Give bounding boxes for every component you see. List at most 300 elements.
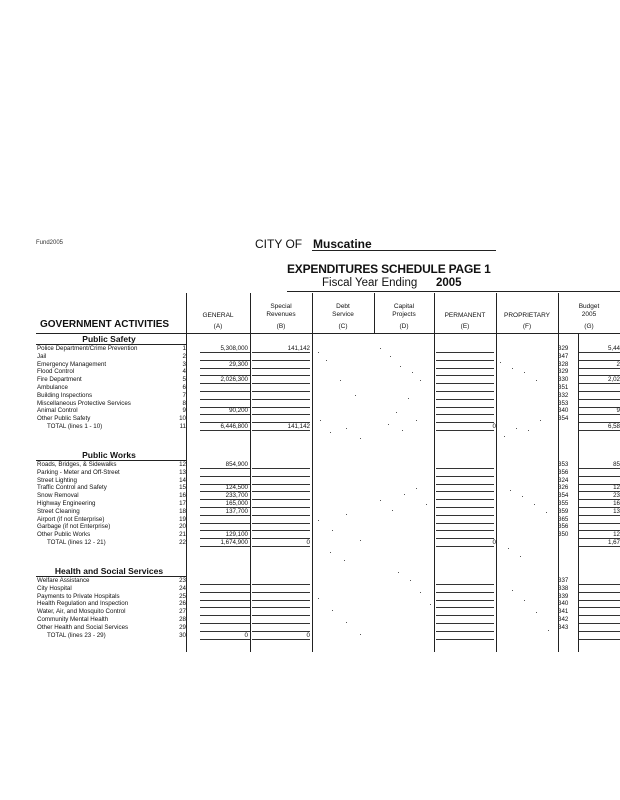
table-vertical-rule [434, 334, 435, 652]
permanent-cell-rule [436, 507, 494, 508]
budget-code: 337 [558, 577, 569, 584]
line-number: 12 [179, 461, 186, 468]
scan-speck [546, 512, 547, 513]
scan-speck [402, 430, 403, 431]
budget-code: 354 [558, 492, 569, 500]
budget-cell-rule [578, 584, 620, 585]
scan-speck [330, 552, 331, 553]
special-cell-rule [252, 407, 310, 408]
budget-cell-rule [578, 399, 620, 400]
row-label: Street Lighting [37, 476, 77, 484]
row-label: Welfare Assistance [37, 577, 90, 584]
scan-speck [346, 428, 347, 429]
scan-speck [520, 556, 521, 557]
table-vertical-rule [558, 334, 559, 652]
column-header-label: Budget 2005 [578, 303, 600, 318]
special-cell-rule [252, 623, 310, 624]
form-id: Fund2005 [36, 240, 64, 246]
permanent-cell-rule [436, 546, 494, 547]
budget-code: 332 [558, 391, 569, 399]
scan-speck [380, 500, 381, 501]
section-heading: Public Safety [82, 334, 136, 344]
row-label: Animal Control [37, 407, 78, 415]
fiscal-year-label: Fiscal Year Ending [322, 277, 418, 289]
permanent-cell-rule [436, 631, 494, 632]
budget-cell-rule [578, 639, 620, 640]
table-vertical-rule [186, 334, 187, 652]
scan-speck [540, 420, 541, 421]
special-value: 0 [306, 539, 310, 546]
budget-value: 5,44 [607, 345, 620, 352]
scan-speck [524, 372, 525, 373]
line-number: 16 [179, 492, 186, 500]
budget-cell-rule [578, 615, 620, 616]
general-cell-rule [200, 352, 250, 353]
scan-speck [420, 592, 421, 593]
permanent-cell-rule [436, 623, 494, 624]
row-label: Flood Control [37, 368, 75, 376]
special-cell-rule [252, 600, 310, 601]
permanent-cell-rule [436, 615, 494, 616]
special-value: 141,142 [287, 345, 310, 352]
general-cell-rule [200, 584, 250, 585]
special-cell-rule [252, 615, 310, 616]
budget-value: 2,02 [607, 376, 620, 384]
special-cell-rule [252, 592, 310, 593]
scan-speck [548, 630, 549, 631]
budget-cell-rule [578, 592, 620, 593]
permanent-cell-rule [436, 383, 494, 384]
general-cell-rule [200, 639, 250, 640]
general-value: 124,500 [225, 484, 248, 492]
budget-code: 326 [558, 484, 569, 492]
row-label: Miscellaneous Protective Services [37, 399, 131, 407]
permanent-cell-rule [436, 499, 494, 500]
row-label: Parking - Meter and Off-Street [37, 468, 120, 476]
row-label: Garbage (if not Enterprise) [37, 523, 111, 531]
line-number: 24 [179, 584, 186, 592]
row-label: Jail [37, 352, 47, 360]
scan-speck [512, 590, 513, 591]
budget-value: 6,58 [607, 423, 620, 430]
scan-speck [344, 560, 345, 561]
budget-code: 340 [558, 600, 569, 608]
permanent-cell-rule [436, 375, 494, 376]
budget-code: 356 [558, 523, 569, 531]
special-cell-rule [252, 607, 310, 608]
general-cell-rule [200, 468, 250, 469]
special-cell-rule [252, 546, 310, 547]
line-number: 17 [179, 500, 186, 507]
permanent-cell-rule [436, 368, 494, 369]
line-number: 23 [179, 577, 186, 584]
special-cell-rule [252, 507, 310, 508]
special-value: 141,142 [287, 423, 310, 430]
line-number: 18 [179, 507, 186, 515]
special-cell-rule [252, 499, 310, 500]
permanent-cell-rule [436, 584, 494, 585]
line-number: 8 [182, 399, 186, 407]
permanent-cell-rule [436, 515, 494, 516]
row-label: Airport (if not Enterprise) [37, 515, 105, 523]
general-cell-rule [200, 607, 250, 608]
line-number: 27 [179, 608, 186, 616]
general-value: 165,000 [225, 500, 248, 507]
budget-code: 338 [558, 584, 569, 592]
scan-speck [500, 362, 501, 363]
budget-value: 16 [613, 500, 620, 507]
scan-speck [332, 610, 333, 611]
budget-value: 23 [613, 492, 620, 500]
budget-code: 329 [558, 368, 569, 376]
budget-cell-rule [578, 523, 620, 524]
budget-cell-rule [578, 600, 620, 601]
column-header-letter: (D) [399, 323, 409, 330]
scan-speck [390, 356, 391, 357]
line-number: 2 [182, 352, 186, 360]
budget-cell-rule [578, 623, 620, 624]
scan-speck [360, 438, 361, 439]
column-header-label: PROPRIETARY [504, 312, 550, 319]
budget-cell-rule [578, 391, 620, 392]
permanent-value: 0 [492, 423, 496, 430]
line-number: 7 [182, 391, 186, 399]
row-label: Street Cleaning [37, 507, 80, 515]
budget-cell-rule [578, 430, 620, 431]
budget-cell-rule [578, 476, 620, 477]
scan-speck [346, 622, 347, 623]
scan-speck [404, 494, 405, 495]
scan-speck [512, 368, 513, 369]
permanent-cell-rule [436, 523, 494, 524]
table-vertical-rule [578, 334, 579, 652]
special-cell-rule [252, 515, 310, 516]
scan-speck [380, 348, 381, 349]
permanent-cell-rule [436, 476, 494, 477]
budget-code: 365 [558, 515, 569, 523]
permanent-cell-rule [436, 407, 494, 408]
scan-speck [318, 520, 319, 521]
budget-code: 340 [558, 407, 569, 415]
scan-speck [400, 366, 401, 367]
budget-cell-rule [578, 515, 620, 516]
row-label: Ambulance [37, 384, 68, 391]
special-cell-rule [252, 491, 310, 492]
general-cell-rule [200, 383, 250, 384]
general-cell-rule [200, 399, 250, 400]
budget-cell-rule [578, 607, 620, 608]
row-label: Other Public Safety [37, 415, 91, 423]
permanent-cell-rule [436, 430, 494, 431]
general-value: 5,308,000 [220, 345, 248, 352]
scan-speck [504, 436, 505, 437]
table-vertical-rule [496, 334, 497, 652]
row-label: Other Health and Social Services [37, 623, 129, 631]
general-cell-rule [200, 414, 250, 415]
scan-speck [330, 432, 331, 433]
budget-code: 359 [558, 507, 569, 515]
government-activities-title: GOVERNMENT ACTIVITIES [40, 319, 170, 330]
line-number: 13 [179, 468, 186, 476]
line-number: 20 [179, 523, 186, 531]
budget-value: 12 [613, 484, 620, 492]
permanent-cell-rule [436, 607, 494, 608]
permanent-cell-rule [436, 530, 494, 531]
scan-speck [430, 604, 431, 605]
column-header-label: PERMANENT [444, 312, 486, 319]
general-cell-rule [200, 623, 250, 624]
scan-speck [510, 490, 511, 491]
table-vertical-rule [250, 334, 251, 652]
column-header-letter: (B) [276, 323, 286, 330]
budget-code: 324 [558, 476, 569, 484]
scan-speck [508, 548, 509, 549]
city-name: Muscatine [313, 237, 372, 251]
general-cell-rule [200, 430, 250, 431]
scan-speck [426, 504, 427, 505]
city-underline [312, 250, 496, 251]
budget-value: 12 [613, 531, 620, 539]
line-number: 15 [179, 484, 186, 492]
general-value: 0 [244, 631, 248, 639]
permanent-cell-rule [436, 391, 494, 392]
scan-speck [416, 420, 417, 421]
line-number: 25 [179, 592, 186, 600]
general-value: 1,674,900 [220, 539, 248, 546]
row-label: City Hospital [37, 584, 72, 592]
permanent-cell-rule [436, 491, 494, 492]
scan-speck [332, 530, 333, 531]
budget-code: 328 [558, 360, 569, 368]
line-number: 3 [182, 360, 186, 368]
budget-cell-rule [578, 383, 620, 384]
line-number: 26 [179, 600, 186, 608]
special-cell-rule [252, 391, 310, 392]
row-label: Other Public Works [37, 531, 91, 539]
scan-speck [320, 420, 321, 421]
budget-code: 339 [558, 592, 569, 600]
permanent-cell-rule [436, 360, 494, 361]
budget-value: 1,67 [607, 539, 620, 546]
scan-speck [388, 424, 389, 425]
column-header-label: Capital Projects [392, 303, 416, 318]
scan-speck [412, 372, 413, 373]
general-cell-rule [200, 391, 250, 392]
scan-speck [536, 612, 537, 613]
line-number: 5 [182, 376, 186, 384]
permanent-value: 0 [492, 539, 496, 546]
special-cell-rule [252, 399, 310, 400]
scan-speck [326, 360, 327, 361]
page-title: EXPENDITURES SCHEDULE PAGE 1 [287, 262, 491, 276]
general-cell-rule [200, 368, 250, 369]
general-value: 129,100 [225, 531, 248, 539]
budget-code: 342 [558, 616, 569, 623]
scan-speck [355, 395, 356, 396]
special-cell-rule [252, 484, 310, 485]
special-cell-rule [252, 530, 310, 531]
scan-speck [528, 430, 529, 431]
section-heading: Public Works [82, 450, 136, 460]
line-number: 1 [182, 345, 186, 352]
column-header-label: GENERAL [202, 312, 234, 319]
general-cell-rule [200, 515, 250, 516]
line-number: 30 [179, 631, 186, 639]
budget-code: 354 [558, 415, 569, 423]
scan-speck [524, 600, 525, 601]
budget-code: 347 [558, 352, 569, 360]
general-cell-rule [200, 592, 250, 593]
budget-code: 343 [558, 623, 569, 631]
total-row-label: TOTAL (lines 12 - 21) [47, 539, 106, 546]
general-cell-rule [200, 476, 250, 477]
line-number: 22 [179, 539, 186, 546]
budget-code: 353 [558, 461, 569, 468]
budget-code: 351 [558, 384, 569, 391]
row-label: Roads, Bridges, & Sidewalks [37, 461, 117, 468]
section-heading: Health and Social Services [54, 566, 164, 576]
permanent-cell-rule [436, 592, 494, 593]
scan-speck [536, 380, 537, 381]
fiscal-year-value: 2005 [436, 277, 462, 289]
column-header-label: Special Revenues [266, 303, 296, 318]
scan-speck [360, 540, 361, 541]
line-number: 28 [179, 616, 186, 623]
scan-speck [340, 380, 341, 381]
line-number: 14 [179, 476, 186, 484]
special-cell-rule [252, 430, 310, 431]
budget-code: 350 [558, 531, 569, 539]
scan-speck [416, 488, 417, 489]
permanent-cell-rule [436, 639, 494, 640]
general-value: 137,700 [225, 507, 248, 515]
special-value: 0 [306, 631, 310, 639]
column-header-letter: (C) [338, 323, 348, 330]
scan-speck [392, 510, 393, 511]
table-vertical-rule [312, 334, 313, 652]
scan-speck [410, 580, 411, 581]
city-prefix: CITY OF [255, 237, 303, 251]
header-rule [287, 291, 620, 292]
scan-speck [346, 514, 347, 515]
line-number: 21 [179, 531, 186, 539]
row-label: Snow Removal [37, 492, 79, 500]
special-cell-rule [252, 352, 310, 353]
row-label: Health Regulation and Inspection [37, 600, 129, 608]
budget-cell-rule [578, 546, 620, 547]
special-cell-rule [252, 639, 310, 640]
budget-cell-rule [578, 352, 620, 353]
column-header-letter: (G) [584, 323, 594, 330]
budget-code: 353 [558, 399, 569, 407]
budget-cell-rule [578, 414, 620, 415]
row-label: Water, Air, and Mosquito Control [37, 608, 126, 616]
special-cell-rule [252, 383, 310, 384]
special-cell-rule [252, 584, 310, 585]
general-value: 233,700 [225, 492, 248, 500]
budget-value: 13 [613, 507, 620, 515]
row-label: Payments to Private Hospitals [37, 592, 120, 600]
permanent-cell-rule [436, 484, 494, 485]
special-cell-rule [252, 523, 310, 524]
line-number: 11 [179, 423, 186, 430]
special-cell-rule [252, 368, 310, 369]
scan-speck [360, 634, 361, 635]
general-cell-rule [200, 600, 250, 601]
permanent-cell-rule [436, 468, 494, 469]
general-value: 90,200 [229, 407, 248, 415]
line-number: 10 [179, 415, 186, 423]
scan-speck [522, 496, 523, 497]
general-value: 854,900 [225, 461, 248, 468]
special-cell-rule [252, 360, 310, 361]
general-value: 6,446,800 [220, 423, 248, 430]
row-label: Police Department/Crime Prevention [37, 345, 138, 352]
scan-speck [318, 352, 319, 353]
column-header-letter: (E) [460, 323, 470, 330]
line-number: 29 [179, 623, 186, 631]
row-label: Traffic Control and Safety [37, 484, 107, 492]
budget-value: 9 [616, 407, 620, 415]
total-row-label: TOTAL (lines 23 - 29) [47, 631, 106, 639]
line-number: 4 [182, 368, 186, 376]
line-number: 6 [182, 384, 186, 391]
row-label: Community Mental Health [37, 616, 109, 623]
budget-code: 355 [558, 500, 569, 507]
general-cell-rule [200, 615, 250, 616]
permanent-cell-rule [436, 600, 494, 601]
scan-speck [420, 380, 421, 381]
permanent-cell-rule [436, 399, 494, 400]
budget-code: 330 [558, 376, 569, 384]
permanent-cell-rule [436, 414, 494, 415]
row-label: Fire Department [37, 376, 82, 384]
scan-speck [396, 412, 397, 413]
column-header-label: Debt Service [332, 303, 354, 318]
budget-value: 85 [613, 461, 620, 468]
row-label: Building Inspections [37, 391, 93, 399]
budget-code: 329 [558, 345, 569, 352]
scan-speck [398, 572, 399, 573]
total-row-label: TOTAL (lines 1 - 10) [47, 423, 103, 430]
permanent-cell-rule [436, 352, 494, 353]
scan-speck [318, 598, 319, 599]
column-header-letter: (A) [213, 323, 223, 330]
special-cell-rule [252, 375, 310, 376]
budget-code: 341 [558, 608, 569, 616]
scan-speck [516, 428, 517, 429]
row-label: Emergency Management [37, 360, 107, 368]
general-cell-rule [200, 523, 250, 524]
line-number: 19 [179, 515, 186, 523]
budget-code: 356 [558, 468, 569, 476]
special-cell-rule [252, 476, 310, 477]
general-cell-rule [200, 546, 250, 547]
budget-cell-rule [578, 468, 620, 469]
budget-cell-rule [578, 368, 620, 369]
line-number: 9 [182, 407, 186, 415]
scan-speck [408, 398, 409, 399]
column-header-letter: (F) [522, 323, 532, 330]
row-label: Highway Engineering [37, 500, 96, 507]
general-value: 29,300 [229, 360, 248, 368]
special-cell-rule [252, 414, 310, 415]
special-cell-rule [252, 468, 310, 469]
scan-speck [534, 504, 535, 505]
budget-cell-rule [578, 631, 620, 632]
budget-value: 2 [616, 360, 620, 368]
general-value: 2,026,300 [220, 376, 248, 384]
